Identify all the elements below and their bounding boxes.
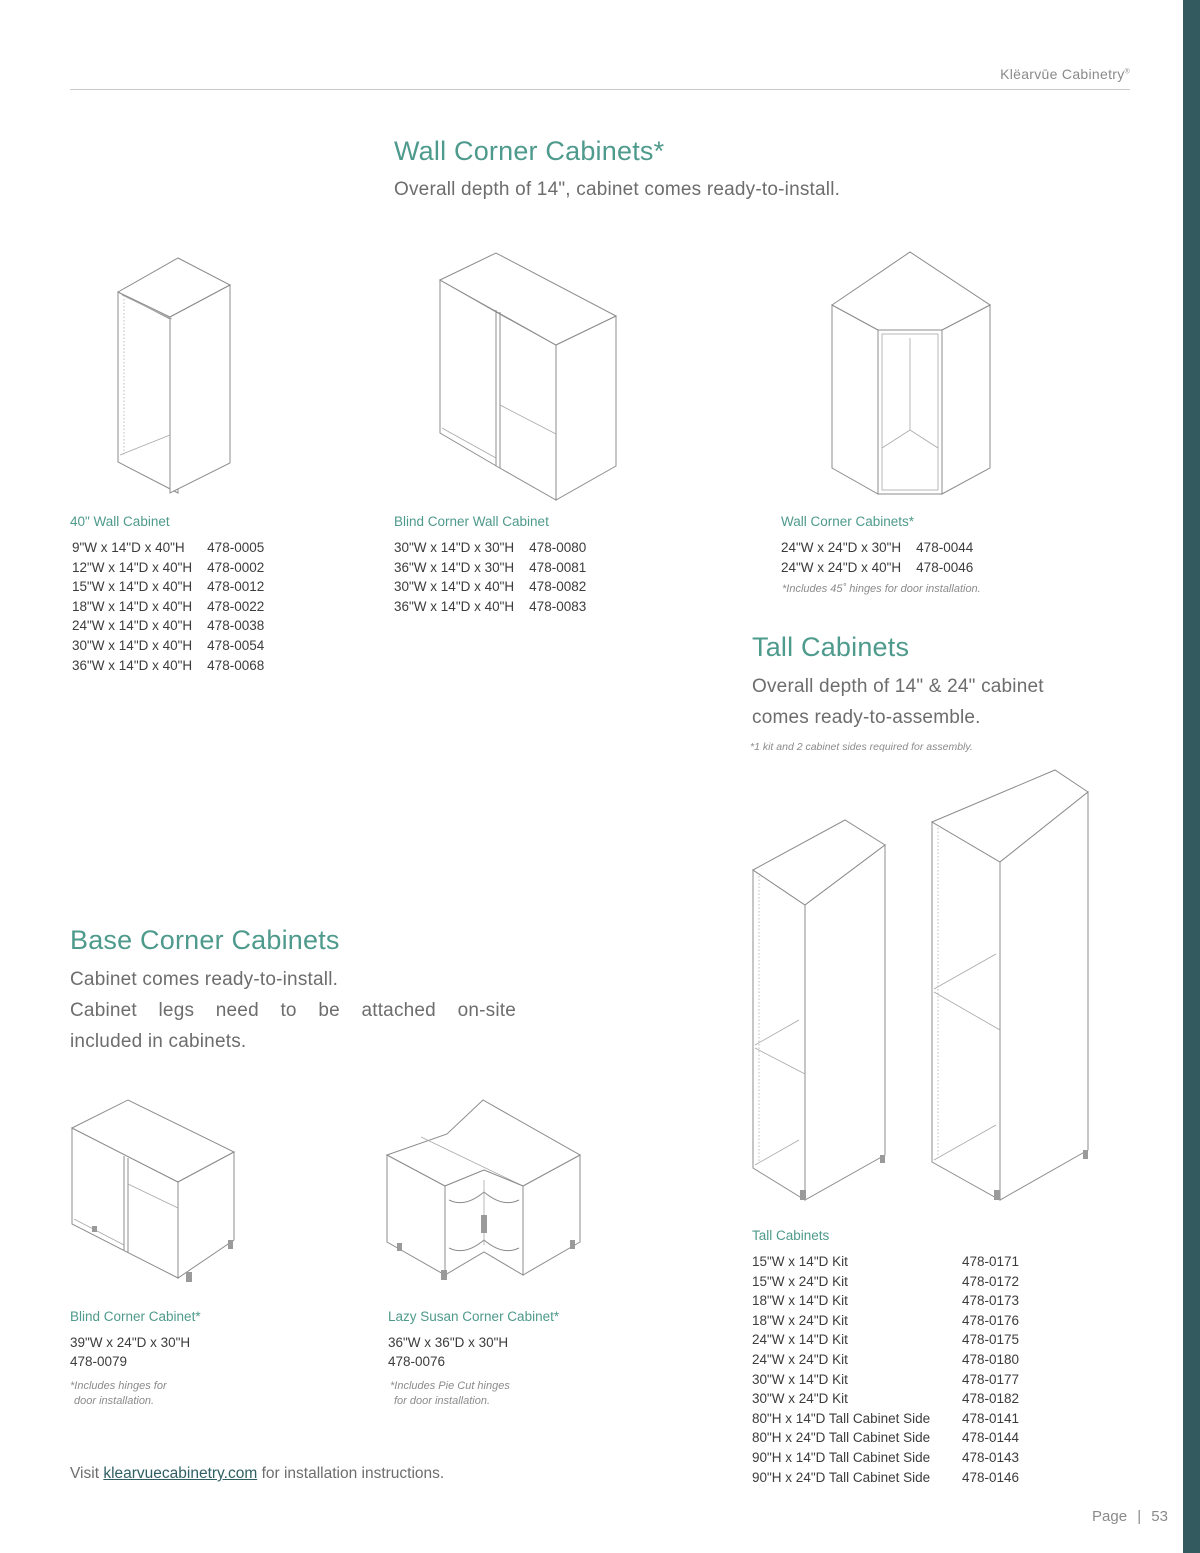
sku: 478-0002 [207, 559, 265, 575]
blind-corner-wall-cabinet-spec-table [394, 538, 586, 616]
dimension: 24"W x 24"D x 40"H [781, 559, 902, 575]
table-row [752, 1370, 1019, 1390]
sku: 478-0141 [962, 1410, 1020, 1426]
sku: 478-0177 [962, 1371, 1020, 1387]
base-corner-line-2: Cabinet legs need to be attached on-site [70, 1000, 516, 1021]
dimension: 9"W x 14"D x 40"H [72, 540, 185, 555]
table-row [752, 1448, 1019, 1468]
dimension: 30"W x 14"D x 40"H [72, 637, 193, 653]
table-row [72, 597, 264, 617]
sku: 478-0143 [962, 1449, 1020, 1465]
wall-cabinet-40-spec-table [72, 538, 264, 675]
sku: 478-0082 [529, 579, 587, 595]
lazy-susan-cabinet-sku: 478-0076 [388, 1354, 446, 1369]
base-corner-title: Base Corner Cabinets [70, 925, 340, 955]
website-link[interactable]: klearvuecabinetry.com [103, 1465, 258, 1482]
dimension: 24"W x 24"D Kit [752, 1351, 848, 1367]
visit-prefix: Visit [70, 1465, 100, 1482]
brand-header [1000, 66, 1130, 82]
sku: 478-0173 [962, 1293, 1020, 1309]
sku: 478-0068 [207, 657, 265, 673]
dimension: 18"W x 14"D x 40"H [72, 598, 193, 614]
dimension: 24"W x 14"D x 40"H [72, 618, 193, 634]
sku: 478-0083 [529, 598, 587, 614]
table-row [752, 1428, 1019, 1448]
dimension: 36"W x 14"D x 40"H [72, 657, 193, 673]
lazy-susan-corner-cabinet-illustration [385, 1100, 583, 1285]
note-line-2: door installation. [74, 1395, 155, 1407]
dimension: 30"W x 14"D x 30"H [394, 540, 515, 555]
wall-cabinet-40-illustration [110, 255, 240, 495]
sku: 478-0171 [962, 1254, 1020, 1269]
sku: 478-0044 [916, 540, 974, 555]
sku: 478-0012 [207, 579, 265, 595]
sku: 478-0080 [529, 540, 587, 555]
dimension: 80"H x 24"D Tall Cabinet Side [752, 1430, 931, 1446]
table-row [394, 597, 586, 617]
note-line-1: *Includes hinges for [70, 1380, 167, 1392]
tall-subtitle-line-1: Overall depth of 14" & 24" cabinet [752, 676, 1044, 697]
dimension: 24"W x 14"D Kit [752, 1332, 848, 1348]
page-number [1092, 1508, 1168, 1525]
table-row [752, 1252, 1019, 1272]
tall-cabinets-subtitle [752, 671, 1044, 733]
sku: 478-0038 [207, 618, 265, 634]
table-row [72, 577, 264, 597]
blind-corner-cabinet-title: Blind Corner Cabinet* [70, 1309, 201, 1324]
base-corner-line-1: Cabinet comes ready-to-install. [70, 969, 339, 990]
wall-corner-title: Wall Corner Cabinets* [394, 136, 665, 166]
sku: 478-0144 [962, 1430, 1020, 1446]
table-row [72, 538, 264, 558]
sku: 478-0054 [207, 637, 265, 653]
registered-mark: ® [1124, 68, 1130, 76]
tall-cabinets-spec-table [752, 1252, 1019, 1487]
sku: 478-0175 [962, 1332, 1020, 1348]
wall-cabinet-40-title: 40" Wall Cabinet [70, 514, 170, 529]
wall-corner-cabinets-title: Wall Corner Cabinets* [781, 514, 915, 529]
sku: 478-0182 [962, 1391, 1020, 1407]
brand-name: Klëarvūe Cabinetry [1000, 66, 1125, 82]
tall-cabinets-list-title: Tall Cabinets [752, 1228, 830, 1243]
dimension: 18"W x 14"D Kit [752, 1293, 848, 1309]
dimension: 30"W x 14"D Kit [752, 1371, 848, 1387]
dimension: 30"W x 24"D Kit [752, 1391, 848, 1407]
note-line-2: for door installation. [394, 1395, 490, 1407]
dimension: 15"W x 24"D Kit [752, 1273, 848, 1289]
sku: 478-0180 [962, 1351, 1020, 1367]
note-line-1: *Includes Pie Cut hinges [390, 1380, 510, 1392]
table-row [752, 1409, 1019, 1429]
tall-subtitle-line-2: comes ready-to-assemble. [752, 707, 981, 728]
table-row [752, 1311, 1019, 1331]
blind-corner-cabinet-dimension: 39"W x 24"D x 30"H [70, 1335, 191, 1350]
tall-cabinets-illustration [750, 770, 1095, 1205]
table-row [394, 558, 586, 578]
wall-corner-hinge-note: *Includes 45˚ hinges for door installation. [782, 583, 981, 595]
dimension: 18"W x 24"D Kit [752, 1312, 848, 1328]
header-divider [70, 89, 1130, 90]
dimension: 15"W x 14"D Kit [752, 1254, 848, 1269]
table-row [72, 656, 264, 676]
dimension: 30"W x 14"D x 40"H [394, 579, 515, 595]
blind-corner-hinge-note [70, 1379, 167, 1409]
wall-corner-subtitle: Overall depth of 14", cabinet comes ready-to-install. [394, 179, 841, 200]
base-corner-line-3: included in cabinets. [70, 1031, 247, 1052]
lazy-susan-cabinet-title: Lazy Susan Corner Cabinet* [388, 1309, 560, 1324]
table-row [72, 616, 264, 636]
table-row [752, 1291, 1019, 1311]
wall-corner-cabinets-spec-table [781, 538, 973, 577]
lazy-susan-hinge-note [390, 1379, 510, 1409]
table-row [752, 1389, 1019, 1409]
dimension: 80"H x 14"D Tall Cabinet Side [752, 1410, 931, 1426]
page-edge-bar [1183, 0, 1200, 1553]
sku: 478-0176 [962, 1312, 1020, 1328]
tall-cabinets-title: Tall Cabinets [752, 632, 910, 662]
table-row [752, 1272, 1019, 1292]
table-row [394, 577, 586, 597]
table-row [394, 538, 586, 558]
sku: 478-0005 [207, 540, 265, 555]
page-label: Page [1092, 1508, 1128, 1525]
blind-corner-base-cabinet-illustration [70, 1100, 238, 1285]
blind-corner-wall-cabinet-illustration [438, 250, 618, 500]
table-row [781, 558, 973, 578]
visit-suffix: for installation instructions. [261, 1465, 445, 1482]
dimension: 90"H x 14"D Tall Cabinet Side [752, 1449, 931, 1465]
dimension: 15"W x 14"D x 40"H [72, 579, 193, 595]
dimension: 36"W x 14"D x 40"H [394, 598, 515, 614]
tall-assembly-note: *1 kit and 2 cabinet sides required for assembly. [750, 741, 973, 753]
installation-instructions-line [70, 1465, 444, 1483]
table-row [781, 538, 973, 558]
sku: 478-0146 [962, 1469, 1020, 1485]
table-row [752, 1468, 1019, 1488]
sku: 478-0022 [207, 598, 265, 614]
table-row [72, 558, 264, 578]
blind-corner-cabinet-sku: 478-0079 [70, 1354, 128, 1369]
sku: 478-0081 [529, 559, 587, 575]
dimension: 90"H x 24"D Tall Cabinet Side [752, 1469, 931, 1485]
dimension: 36"W x 14"D x 30"H [394, 559, 515, 575]
table-row [752, 1350, 1019, 1370]
table-row [72, 636, 264, 656]
wall-corner-diagonal-cabinet-illustration [830, 250, 992, 496]
dimension: 12"W x 14"D x 40"H [72, 559, 193, 575]
sku: 478-0046 [916, 559, 974, 575]
sku: 478-0172 [962, 1273, 1020, 1289]
dimension: 24"W x 24"D x 30"H [781, 540, 902, 555]
page-separator: | [1137, 1508, 1142, 1525]
lazy-susan-cabinet-dimension: 36"W x 36"D x 30"H [388, 1335, 509, 1350]
table-row [752, 1330, 1019, 1350]
page-number-value: 53 [1151, 1508, 1168, 1525]
blind-corner-wall-cabinet-title: Blind Corner Wall Cabinet [394, 514, 549, 529]
base-corner-description [70, 964, 516, 1057]
